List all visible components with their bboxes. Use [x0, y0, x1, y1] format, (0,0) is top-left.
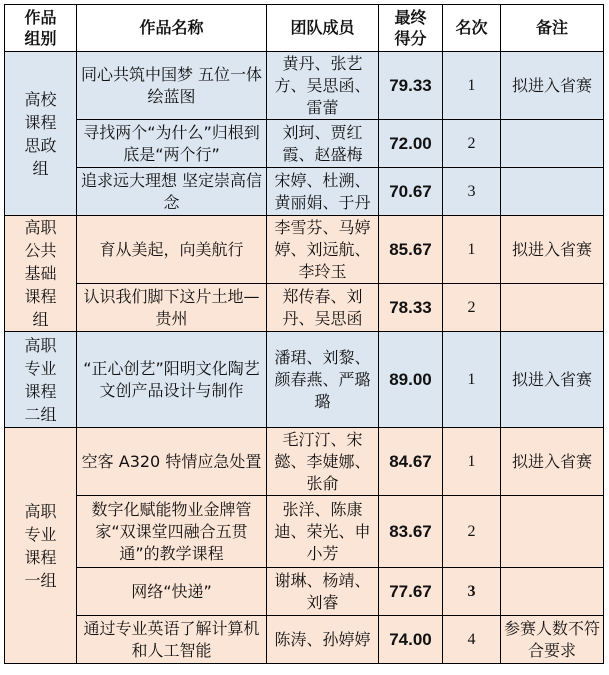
team-members: 毛汀汀、宋懿、李婕娜、张俞 — [267, 428, 379, 496]
work-name: 网络“快递” — [77, 568, 267, 616]
score: 77.67 — [379, 568, 443, 616]
score: 74.00 — [379, 616, 443, 664]
group-cell: 高职 公共 基础 课程 组 — [5, 216, 77, 332]
score: 89.00 — [379, 332, 443, 428]
results-table — [4, 4, 604, 664]
note: 拟进入省赛 — [501, 52, 604, 120]
score: 85.67 — [379, 216, 443, 284]
note: 拟进入省赛 — [501, 332, 604, 428]
rank: 1 — [443, 216, 501, 284]
group-cell: 高职 专业 课程 二组 — [5, 332, 77, 428]
team-members: 刘珂、贾红霞、赵盛梅 — [267, 120, 379, 168]
score: 72.00 — [379, 120, 443, 168]
team-members: 张洋、陈康迪、荣光、申小芳 — [267, 496, 379, 568]
note — [501, 568, 604, 616]
work-name: 寻找两个“为什么”归根到底是“两个行” — [77, 120, 267, 168]
work-name: 认识我们脚下这片土地—贵州 — [77, 284, 267, 332]
work-name: 育从美起，向美航行 — [77, 216, 267, 284]
rank: 1 — [443, 428, 501, 496]
header-row — [5, 5, 604, 52]
score: 83.67 — [379, 496, 443, 568]
work-name: 空客 A320 特情应急处置 — [77, 428, 267, 496]
team-members: 宋婷、杜溯、黄丽娟、于丹 — [267, 168, 379, 216]
work-name: “正心创艺”阳明文化陶艺文创产品设计与制作 — [77, 332, 267, 428]
work-name: 追求远大理想 坚定崇高信念 — [77, 168, 267, 216]
score: 70.67 — [379, 168, 443, 216]
note: 参赛人数不符合要求 — [501, 616, 604, 664]
note: 拟进入省赛 — [501, 428, 604, 496]
table-row — [5, 216, 604, 284]
score: 84.67 — [379, 428, 443, 496]
team-members: 潘珺、刘黎、颜春燕、严璐璐 — [267, 332, 379, 428]
team-members: 黄丹、张艺方、吴思函、雷蕾 — [267, 52, 379, 120]
note — [501, 496, 604, 568]
group-cell: 高校 课程 思政 组 — [5, 52, 77, 216]
header-note: 备注 — [501, 5, 604, 52]
score: 78.33 — [379, 284, 443, 332]
rank: 3 — [443, 168, 501, 216]
rank: 3 — [443, 568, 501, 616]
group-cell: 高职 专业 课程 一组 — [5, 428, 77, 664]
table-row — [5, 496, 604, 568]
note — [501, 168, 604, 216]
rank: 2 — [443, 496, 501, 568]
rank: 2 — [443, 120, 501, 168]
table-row — [5, 616, 604, 664]
note — [501, 120, 604, 168]
rank: 2 — [443, 284, 501, 332]
work-name: 数字化赋能物业金牌管家“双课堂四融合五贯通”的教学课程 — [77, 496, 267, 568]
team-members: 陈涛、孙婷婷 — [267, 616, 379, 664]
table-row — [5, 284, 604, 332]
rank: 1 — [443, 332, 501, 428]
team-members: 谢琳、杨靖、刘睿 — [267, 568, 379, 616]
table-row — [5, 120, 604, 168]
table-row — [5, 568, 604, 616]
header-team: 团队成员 — [267, 5, 379, 52]
table-row — [5, 52, 604, 120]
team-members: 李雪芬、马婷婷、刘远航、李玲玉 — [267, 216, 379, 284]
score: 79.33 — [379, 52, 443, 120]
table-row — [5, 168, 604, 216]
team-members: 郑传春、刘丹、吴思函 — [267, 284, 379, 332]
work-name: 通过专业英语了解计算机和人工智能 — [77, 616, 267, 664]
header-name: 作品名称 — [77, 5, 267, 52]
table-row — [5, 332, 604, 428]
table-row — [5, 428, 604, 496]
note: 拟进入省赛 — [501, 216, 604, 284]
note — [501, 284, 604, 332]
header-score: 最终 得分 — [379, 5, 443, 52]
rank: 1 — [443, 52, 501, 120]
rank: 4 — [443, 616, 501, 664]
header-rank: 名次 — [443, 5, 501, 52]
header-group: 作品 组别 — [5, 5, 77, 52]
work-name: 同心共筑中国梦 五位一体绘蓝图 — [77, 52, 267, 120]
